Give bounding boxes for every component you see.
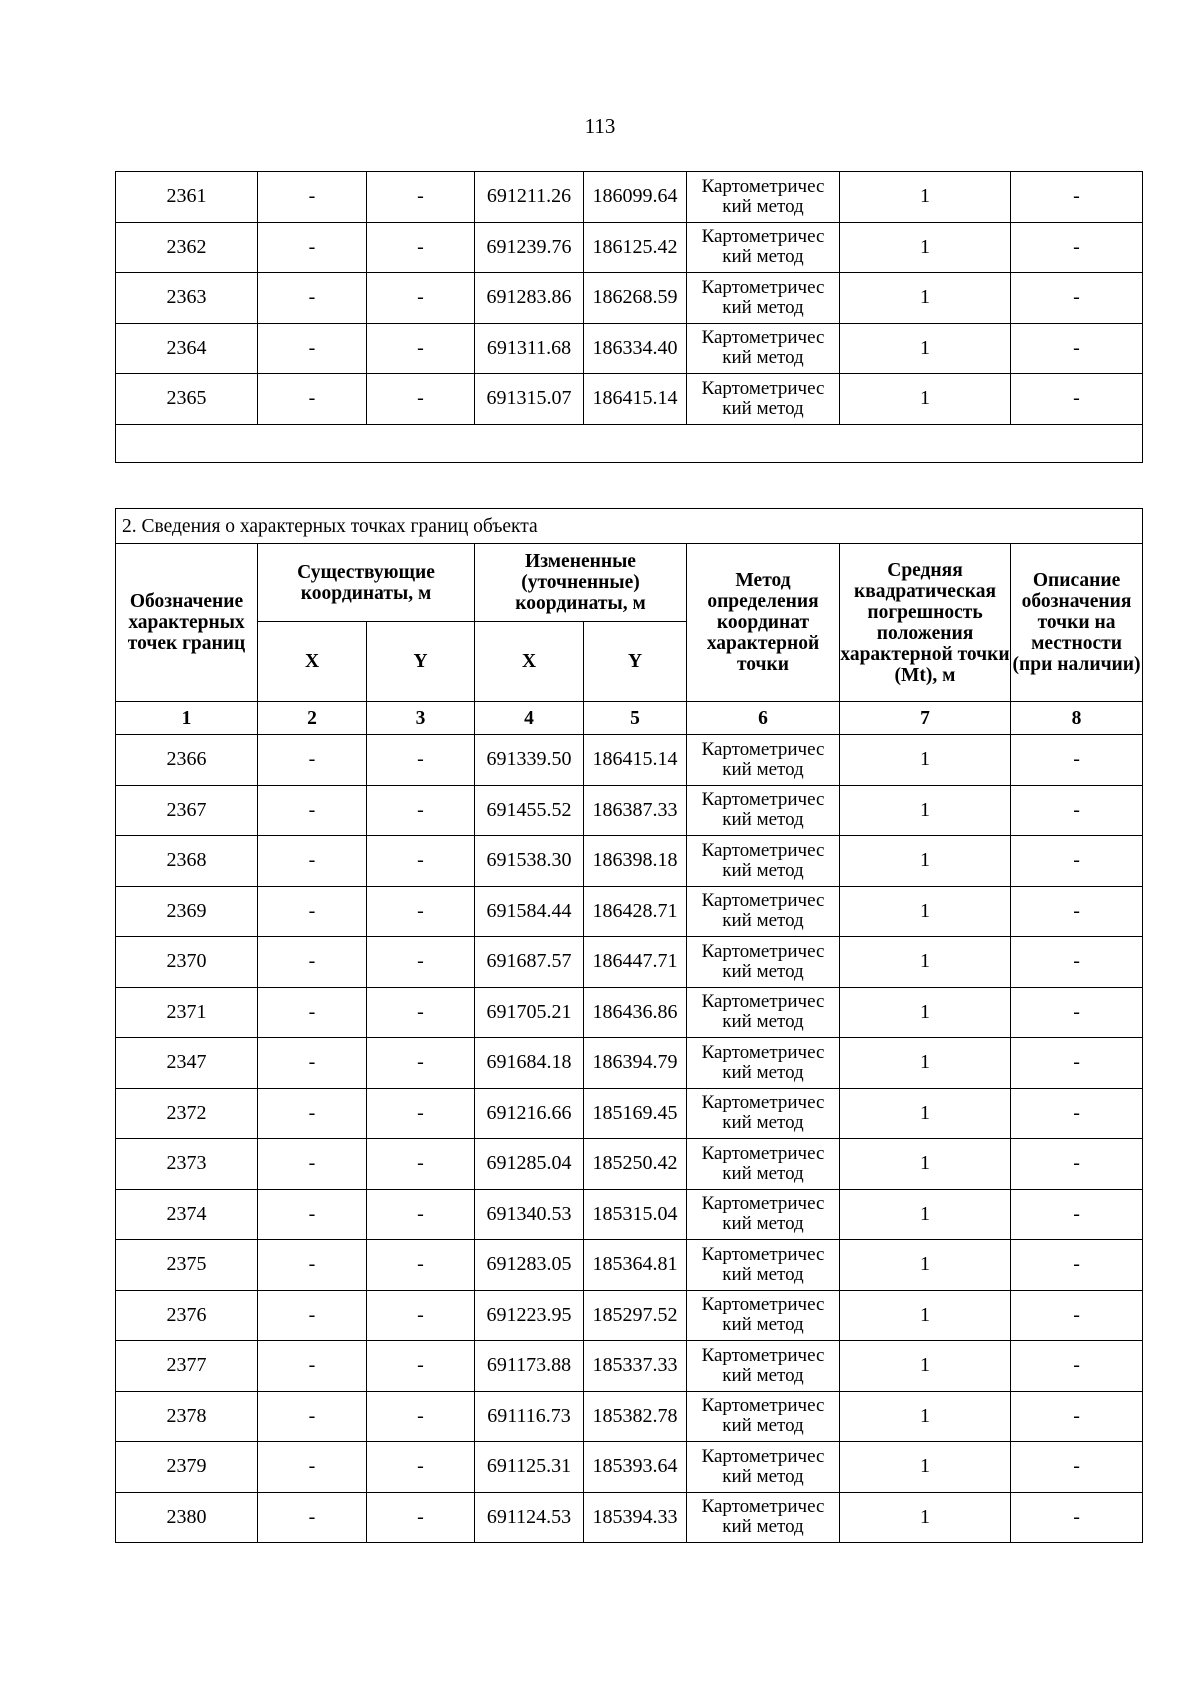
cell-mt: 1 xyxy=(840,785,1011,836)
cell-point-id: 2371 xyxy=(116,987,258,1038)
cell-point-id: 2375 xyxy=(116,1240,258,1291)
table-row xyxy=(116,1038,1143,1089)
column-number: 4 xyxy=(475,702,584,735)
cell-new-y: 186428.71 xyxy=(584,886,687,937)
cell-method: Картометричес кий метод xyxy=(687,1391,840,1442)
cell-existing-x: - xyxy=(258,886,367,937)
cell-existing-y: - xyxy=(367,1139,475,1190)
cell-existing-x: - xyxy=(258,172,367,223)
cell-new-x: 691315.07 xyxy=(475,374,584,425)
cell-existing-x: - xyxy=(258,273,367,324)
cell-description: - xyxy=(1011,735,1143,786)
cell-existing-y: - xyxy=(367,172,475,223)
cell-existing-y: - xyxy=(367,735,475,786)
cell-point-id: 2369 xyxy=(116,886,258,937)
cell-point-id: 2368 xyxy=(116,836,258,887)
cell-existing-x: - xyxy=(258,1088,367,1139)
cell-description: - xyxy=(1011,1341,1143,1392)
table-row xyxy=(116,273,1143,324)
cell-new-y: 186415.14 xyxy=(584,735,687,786)
cell-new-x: 691538.30 xyxy=(475,836,584,887)
boundary-points-table xyxy=(115,508,1143,1543)
header-existing-x: X xyxy=(258,622,367,702)
cell-new-y: 186394.79 xyxy=(584,1038,687,1089)
cell-existing-x: - xyxy=(258,1240,367,1291)
cell-description: - xyxy=(1011,937,1143,988)
cell-description: - xyxy=(1011,1189,1143,1240)
cell-description: - xyxy=(1011,374,1143,425)
cell-existing-x: - xyxy=(258,1139,367,1190)
cell-description: - xyxy=(1011,886,1143,937)
table-row xyxy=(116,1391,1143,1442)
cell-method: Картометричес кий метод xyxy=(687,1341,840,1392)
cell-existing-x: - xyxy=(258,222,367,273)
table-row xyxy=(116,1139,1143,1190)
cell-new-y: 185393.64 xyxy=(584,1442,687,1493)
cell-new-x: 691687.57 xyxy=(475,937,584,988)
cell-method: Картометричес кий метод xyxy=(687,987,840,1038)
cell-existing-x: - xyxy=(258,987,367,1038)
cell-method: Картометричес кий метод xyxy=(687,1290,840,1341)
cell-method: Картометричес кий метод xyxy=(687,273,840,324)
cell-existing-x: - xyxy=(258,1290,367,1341)
cell-mt: 1 xyxy=(840,1290,1011,1341)
column-number: 7 xyxy=(840,702,1011,735)
page-number: 113 xyxy=(584,114,616,138)
table-row xyxy=(116,1088,1143,1139)
table-row xyxy=(116,222,1143,273)
cell-mt: 1 xyxy=(840,836,1011,887)
cell-existing-x: - xyxy=(258,785,367,836)
column-number: 3 xyxy=(367,702,475,735)
cell-point-id: 2377 xyxy=(116,1341,258,1392)
cell-point-id: 2380 xyxy=(116,1492,258,1543)
cell-method: Картометричес кий метод xyxy=(687,1492,840,1543)
cell-mt: 1 xyxy=(840,1038,1011,1089)
header-changed-x: X xyxy=(475,622,584,702)
cell-new-y: 186099.64 xyxy=(584,172,687,223)
table-row xyxy=(116,1492,1143,1543)
cell-existing-y: - xyxy=(367,987,475,1038)
empty-row xyxy=(116,424,1143,462)
cell-new-x: 691283.86 xyxy=(475,273,584,324)
cell-description: - xyxy=(1011,1139,1143,1190)
cell-new-x: 691311.68 xyxy=(475,323,584,374)
header-changed-y: Y xyxy=(584,622,687,702)
cell-existing-y: - xyxy=(367,1442,475,1493)
cell-mt: 1 xyxy=(840,1391,1011,1442)
header-changed-coords: Измененные (уточненные) координаты, м xyxy=(475,544,687,622)
cell-description: - xyxy=(1011,1038,1143,1089)
cell-new-y: 186387.33 xyxy=(584,785,687,836)
cell-description: - xyxy=(1011,1240,1143,1291)
table-row xyxy=(116,937,1143,988)
header-mt: Средняя квадратическая погрешность положения характерной точки (Mt), м xyxy=(840,544,1011,702)
cell-method: Картометричес кий метод xyxy=(687,172,840,223)
cell-new-x: 691116.73 xyxy=(475,1391,584,1442)
cell-point-id: 2376 xyxy=(116,1290,258,1341)
cell-description: - xyxy=(1011,273,1143,324)
cell-new-y: 186436.86 xyxy=(584,987,687,1038)
table-row xyxy=(116,374,1143,425)
cell-mt: 1 xyxy=(840,222,1011,273)
table-row xyxy=(116,1290,1143,1341)
cell-mt: 1 xyxy=(840,323,1011,374)
cell-point-id: 2364 xyxy=(116,323,258,374)
cell-existing-y: - xyxy=(367,886,475,937)
cell-existing-x: - xyxy=(258,1341,367,1392)
cell-existing-x: - xyxy=(258,836,367,887)
cell-method: Картометричес кий метод xyxy=(687,323,840,374)
column-number: 6 xyxy=(687,702,840,735)
cell-existing-x: - xyxy=(258,1391,367,1442)
cell-mt: 1 xyxy=(840,1442,1011,1493)
cell-description: - xyxy=(1011,222,1143,273)
table2-header xyxy=(116,509,1143,735)
table-row xyxy=(116,836,1143,887)
cell-point-id: 2373 xyxy=(116,1139,258,1190)
cell-description: - xyxy=(1011,1442,1143,1493)
cell-existing-y: - xyxy=(367,1038,475,1089)
cell-description: - xyxy=(1011,172,1143,223)
cell-existing-y: - xyxy=(367,1240,475,1291)
cell-existing-y: - xyxy=(367,937,475,988)
cell-existing-y: - xyxy=(367,1391,475,1442)
table2-body xyxy=(116,735,1143,1543)
column-number: 8 xyxy=(1011,702,1143,735)
cell-mt: 1 xyxy=(840,987,1011,1038)
column-number: 1 xyxy=(116,702,258,735)
cell-point-id: 2367 xyxy=(116,785,258,836)
cell-mt: 1 xyxy=(840,1341,1011,1392)
cell-existing-y: - xyxy=(367,1088,475,1139)
cell-point-id: 2378 xyxy=(116,1391,258,1442)
cell-mt: 1 xyxy=(840,273,1011,324)
cell-new-y: 186398.18 xyxy=(584,836,687,887)
table-row xyxy=(116,1341,1143,1392)
cell-method: Картометричес кий метод xyxy=(687,836,840,887)
cell-description: - xyxy=(1011,836,1143,887)
cell-new-y: 185297.52 xyxy=(584,1290,687,1341)
coordinates-table-continued xyxy=(115,171,1143,463)
cell-method: Картометричес кий метод xyxy=(687,735,840,786)
cell-method: Картометричес кий метод xyxy=(687,374,840,425)
cell-new-x: 691584.44 xyxy=(475,886,584,937)
cell-point-id: 2370 xyxy=(116,937,258,988)
cell-mt: 1 xyxy=(840,937,1011,988)
cell-new-x: 691339.50 xyxy=(475,735,584,786)
cell-existing-y: - xyxy=(367,323,475,374)
cell-existing-x: - xyxy=(258,735,367,786)
cell-new-y: 185169.45 xyxy=(584,1088,687,1139)
cell-description: - xyxy=(1011,987,1143,1038)
column-number: 5 xyxy=(584,702,687,735)
cell-method: Картометричес кий метод xyxy=(687,1189,840,1240)
cell-point-id: 2347 xyxy=(116,1038,258,1089)
cell-existing-y: - xyxy=(367,374,475,425)
cell-method: Картометричес кий метод xyxy=(687,1139,840,1190)
cell-mt: 1 xyxy=(840,1189,1011,1240)
cell-method: Картометричес кий метод xyxy=(687,1240,840,1291)
header-point: Обозначение характерных точек границ xyxy=(116,544,258,702)
table-row xyxy=(116,785,1143,836)
cell-method: Картометричес кий метод xyxy=(687,222,840,273)
cell-method: Картометричес кий метод xyxy=(687,937,840,988)
cell-new-x: 691283.05 xyxy=(475,1240,584,1291)
cell-new-y: 186415.14 xyxy=(584,374,687,425)
cell-description: - xyxy=(1011,323,1143,374)
cell-new-x: 691455.52 xyxy=(475,785,584,836)
cell-new-x: 691705.21 xyxy=(475,987,584,1038)
header-method: Метод определения координат характерной точки xyxy=(687,544,840,702)
cell-new-x: 691211.26 xyxy=(475,172,584,223)
cell-description: - xyxy=(1011,1492,1143,1543)
cell-existing-x: - xyxy=(258,1442,367,1493)
cell-point-id: 2366 xyxy=(116,735,258,786)
cell-existing-x: - xyxy=(258,937,367,988)
cell-new-x: 691173.88 xyxy=(475,1341,584,1392)
cell-mt: 1 xyxy=(840,1139,1011,1190)
cell-new-x: 691223.95 xyxy=(475,1290,584,1341)
empty-cell xyxy=(116,424,1143,462)
cell-existing-y: - xyxy=(367,1189,475,1240)
cell-existing-x: - xyxy=(258,1492,367,1543)
cell-new-y: 186447.71 xyxy=(584,937,687,988)
cell-description: - xyxy=(1011,1088,1143,1139)
cell-mt: 1 xyxy=(840,172,1011,223)
cell-new-x: 691124.53 xyxy=(475,1492,584,1543)
cell-existing-y: - xyxy=(367,785,475,836)
cell-new-y: 185337.33 xyxy=(584,1341,687,1392)
table-row xyxy=(116,1189,1143,1240)
cell-existing-x: - xyxy=(258,1189,367,1240)
cell-new-x: 691684.18 xyxy=(475,1038,584,1089)
cell-existing-y: - xyxy=(367,836,475,887)
cell-existing-x: - xyxy=(258,323,367,374)
cell-existing-y: - xyxy=(367,222,475,273)
cell-mt: 1 xyxy=(840,886,1011,937)
cell-new-y: 186125.42 xyxy=(584,222,687,273)
cell-point-id: 2379 xyxy=(116,1442,258,1493)
cell-new-x: 691239.76 xyxy=(475,222,584,273)
cell-new-y: 186334.40 xyxy=(584,323,687,374)
table-row xyxy=(116,886,1143,937)
cell-new-x: 691340.53 xyxy=(475,1189,584,1240)
cell-method: Картометричес кий метод xyxy=(687,886,840,937)
header-description: Описание обозначения точки на местности (при наличии) xyxy=(1011,544,1143,702)
table-row xyxy=(116,987,1143,1038)
cell-new-x: 691216.66 xyxy=(475,1088,584,1139)
cell-new-y: 186268.59 xyxy=(584,273,687,324)
cell-new-y: 185364.81 xyxy=(584,1240,687,1291)
cell-existing-y: - xyxy=(367,1290,475,1341)
cell-point-id: 2374 xyxy=(116,1189,258,1240)
cell-new-y: 185315.04 xyxy=(584,1189,687,1240)
cell-mt: 1 xyxy=(840,1492,1011,1543)
cell-method: Картометричес кий метод xyxy=(687,1088,840,1139)
cell-new-y: 185250.42 xyxy=(584,1139,687,1190)
cell-mt: 1 xyxy=(840,1088,1011,1139)
cell-new-x: 691285.04 xyxy=(475,1139,584,1190)
cell-point-id: 2365 xyxy=(116,374,258,425)
table-row xyxy=(116,172,1143,223)
cell-method: Картометричес кий метод xyxy=(687,1442,840,1493)
cell-existing-y: - xyxy=(367,1341,475,1392)
header-existing-coords: Существующие координаты, м xyxy=(258,544,475,622)
cell-method: Картометричес кий метод xyxy=(687,1038,840,1089)
table-title: 2. Сведения о характерных точках границ объекта xyxy=(116,509,1143,544)
cell-new-x: 691125.31 xyxy=(475,1442,584,1493)
header-existing-y: Y xyxy=(367,622,475,702)
cell-description: - xyxy=(1011,1290,1143,1341)
cell-existing-y: - xyxy=(367,273,475,324)
table-row xyxy=(116,1442,1143,1493)
cell-existing-x: - xyxy=(258,374,367,425)
cell-new-y: 185382.78 xyxy=(584,1391,687,1442)
cell-existing-y: - xyxy=(367,1492,475,1543)
cell-point-id: 2372 xyxy=(116,1088,258,1139)
cell-description: - xyxy=(1011,1391,1143,1442)
column-number: 2 xyxy=(258,702,367,735)
cell-existing-x: - xyxy=(258,1038,367,1089)
cell-method: Картометричес кий метод xyxy=(687,785,840,836)
cell-new-y: 185394.33 xyxy=(584,1492,687,1543)
cell-point-id: 2361 xyxy=(116,172,258,223)
cell-mt: 1 xyxy=(840,1240,1011,1291)
cell-point-id: 2362 xyxy=(116,222,258,273)
table1-body xyxy=(116,172,1143,463)
cell-description: - xyxy=(1011,785,1143,836)
table-row xyxy=(116,323,1143,374)
cell-point-id: 2363 xyxy=(116,273,258,324)
cell-mt: 1 xyxy=(840,374,1011,425)
table-row xyxy=(116,735,1143,786)
table-row xyxy=(116,1240,1143,1291)
cell-mt: 1 xyxy=(840,735,1011,786)
